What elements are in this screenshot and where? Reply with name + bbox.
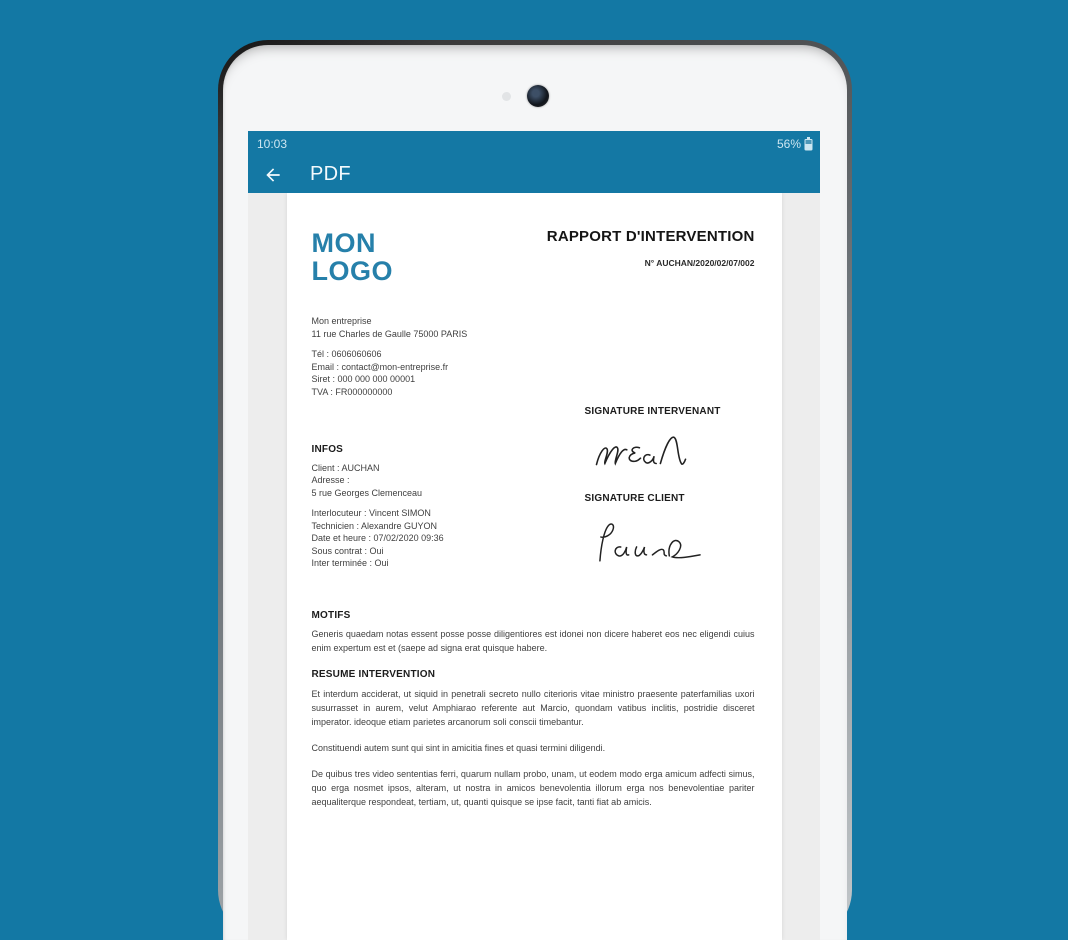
infos-block bbox=[312, 406, 585, 570]
title-block bbox=[547, 229, 755, 269]
back-arrow-icon bbox=[263, 165, 283, 185]
company-siret: Siret : 000 000 000 00001 bbox=[311, 374, 416, 384]
company-info bbox=[312, 315, 755, 398]
pdf-viewer-area[interactable] bbox=[248, 193, 820, 940]
infos-adresse: 5 rue Georges Clemenceau bbox=[311, 487, 423, 498]
logo-line-2: LOGO bbox=[311, 256, 393, 286]
status-bar bbox=[248, 131, 820, 156]
signature-intervenant-label: SIGNATURE INTERVENANT bbox=[584, 406, 721, 417]
infos-adresse-label: Adresse : bbox=[311, 475, 350, 485]
tablet-device-frame bbox=[218, 40, 852, 940]
pdf-page bbox=[287, 193, 782, 940]
resume-heading: RESUME INTERVENTION bbox=[311, 669, 436, 680]
signature-client-drawing bbox=[591, 517, 705, 567]
status-right-group bbox=[777, 137, 813, 151]
infos-sous-contrat: Sous contrat : Oui bbox=[311, 545, 384, 556]
company-email: Email : contact@mon-entreprise.fr bbox=[311, 361, 449, 372]
document-title: RAPPORT D'INTERVENTION bbox=[546, 228, 755, 245]
status-time: 10:03 bbox=[257, 136, 288, 151]
app-bar bbox=[248, 156, 820, 193]
signature-client-label: SIGNATURE CLIENT bbox=[584, 492, 685, 504]
tablet-bezel bbox=[223, 45, 847, 940]
infos-inter-terminee: Inter terminée : Oui bbox=[311, 558, 389, 568]
company-tva: TVA : FR000000000 bbox=[311, 386, 393, 397]
infos-client: Client : AUCHAN bbox=[311, 462, 380, 473]
resume-paragraph-3: De quibus tres video sententias ferri, quarum nullam probo, unam, ut eodem modo erga amicum adfecti simus, quo erga nosmet ipsos, alteram, ut nostra in amicos benevolentia illorum erga nos benevolentiae pariter aequaliterque respondeat, tertiam, ut, quanti quisque se ipse facit, tanti fiat ab amicis. bbox=[311, 768, 755, 807]
signature-intervenant-drawing bbox=[591, 431, 691, 475]
motifs-section bbox=[312, 610, 755, 656]
infos-heading: INFOS bbox=[311, 444, 344, 455]
motifs-body: Generis quaedam notas essent posse posse diligentiores est idonei non dicere haberet eos nec eligendi cuius enim expertum est et (saepe ad signa erat quisque habere. bbox=[311, 629, 755, 653]
device-screen bbox=[248, 131, 820, 940]
infos-technicien: Technicien : Alexandre GUYON bbox=[311, 520, 438, 531]
document-header bbox=[312, 229, 755, 285]
battery-icon bbox=[804, 137, 813, 151]
front-camera bbox=[527, 85, 549, 107]
battery-percent: 56% bbox=[776, 136, 801, 151]
light-sensor bbox=[502, 92, 511, 101]
motifs-heading: MOTIFS bbox=[311, 609, 351, 621]
logo-line-1: MON bbox=[311, 228, 376, 258]
company-logo bbox=[312, 229, 394, 285]
resume-section bbox=[312, 669, 755, 809]
company-address: 11 rue Charles de Gaulle 75000 PARIS bbox=[311, 328, 468, 339]
company-name: Mon entreprise bbox=[311, 316, 372, 326]
company-phone: Tél : 0606060606 bbox=[311, 349, 382, 359]
resume-paragraph-1: Et interdum acciderat, ut siquid in penetrali secreto nullo citerioris vitae ministro praesente paterfamilias uxori susurrasset in aurem, velut Amphiarao referente aut Marcio, quondam vatibus inclitis, postridie disceret imperator. ideoque etiam parietes arcanorum soli conscii timebantur. bbox=[311, 688, 755, 727]
infos-date-heure: Date et heure : 07/02/2020 09:36 bbox=[311, 533, 444, 543]
infos-signatures-row bbox=[312, 406, 755, 570]
signatures-block bbox=[585, 406, 755, 570]
infos-interlocuteur: Interlocuteur : Vincent SIMON bbox=[311, 508, 431, 518]
document-reference: N° AUCHAN/2020/02/07/002 bbox=[644, 257, 755, 268]
back-button[interactable] bbox=[262, 164, 284, 186]
app-bar-title: PDF bbox=[310, 163, 351, 185]
resume-paragraph-2: Constituendi autem sunt qui sint in amicitia fines et quasi termini diligendi. bbox=[311, 742, 606, 753]
